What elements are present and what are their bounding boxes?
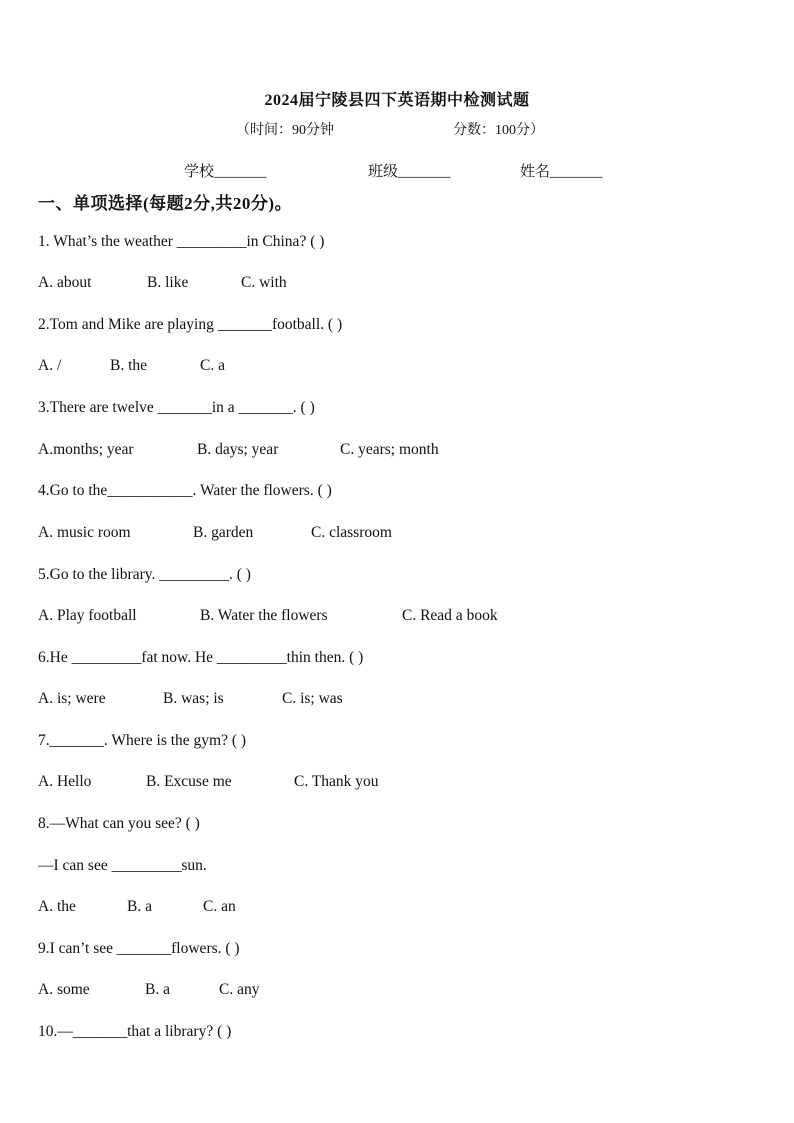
- section-heading: 一、单项选择(每题2分,共20分)。: [38, 194, 293, 213]
- option: A. /: [38, 357, 62, 374]
- question-options: [0, 607, 794, 629]
- option: B. a: [127, 898, 152, 915]
- page-title: 2024届宁陵县四下英语期中检测试题: [264, 92, 530, 109]
- question-options: [0, 441, 794, 463]
- option: B. garden: [193, 524, 254, 541]
- option: B. the: [110, 357, 148, 374]
- option: A.months; year: [38, 441, 134, 458]
- question-stem: 2.Tom and Mike are playing _______football. ( ): [38, 316, 343, 333]
- option: A. Hello: [38, 773, 92, 790]
- option: C. an: [203, 898, 236, 915]
- option: C. a: [200, 357, 225, 374]
- question-options: [0, 524, 794, 546]
- option: B. Excuse me: [146, 773, 232, 790]
- question-stem: 1. What’s the weather _________in China? ( ): [38, 233, 325, 250]
- option: C. Read a book: [402, 607, 498, 624]
- option: C. any: [219, 981, 260, 998]
- option: B. days; year: [197, 441, 279, 458]
- option: B. was; is: [163, 690, 224, 707]
- question-stem: 4.Go to the___________. Water the flowers. ( ): [38, 482, 332, 499]
- question-options: [0, 274, 794, 296]
- option: C. is; was: [282, 690, 343, 707]
- option: C. with: [241, 274, 287, 291]
- option: A. music room: [38, 524, 131, 541]
- school-field: 学校_______: [184, 164, 267, 180]
- question-stem: 10.—_______that a library? ( ): [38, 1023, 232, 1040]
- question-options: [0, 773, 794, 795]
- option: B. a: [145, 981, 170, 998]
- class-field: 班级_______: [368, 164, 451, 180]
- question-options: [0, 690, 794, 712]
- exam-time: （时间：90分钟: [236, 123, 334, 138]
- option: A. about: [38, 274, 92, 291]
- exam-score: 分数：100分）: [453, 123, 544, 138]
- question-stem: 6.He _________fat now. He _________thin then. ( ): [38, 649, 364, 666]
- question-stem: 5.Go to the library. _________. ( ): [38, 566, 251, 583]
- question-options: [0, 898, 794, 920]
- question-stem-continuation: —I can see _________sun.: [38, 857, 207, 874]
- option: C. years; month: [340, 441, 439, 458]
- option: C. classroom: [311, 524, 392, 541]
- question-stem: 9.I can’t see _______flowers. ( ): [38, 940, 240, 957]
- question-stem: 8.—What can you see? ( ): [38, 815, 200, 832]
- name-field: 姓名_______: [520, 164, 603, 180]
- option: A. some: [38, 981, 90, 998]
- question-options: [0, 357, 794, 379]
- option: A. the: [38, 898, 76, 915]
- question-options: [0, 981, 794, 1003]
- question-stem: 7._______. Where is the gym? ( ): [38, 732, 247, 749]
- question-stem: 3.There are twelve _______in a _______. ( ): [38, 399, 315, 416]
- option: A. Play football: [38, 607, 137, 624]
- option: A. is; were: [38, 690, 106, 707]
- option: C. Thank you: [294, 773, 379, 790]
- option: B. like: [147, 274, 189, 291]
- option: B. Water the flowers: [200, 607, 328, 624]
